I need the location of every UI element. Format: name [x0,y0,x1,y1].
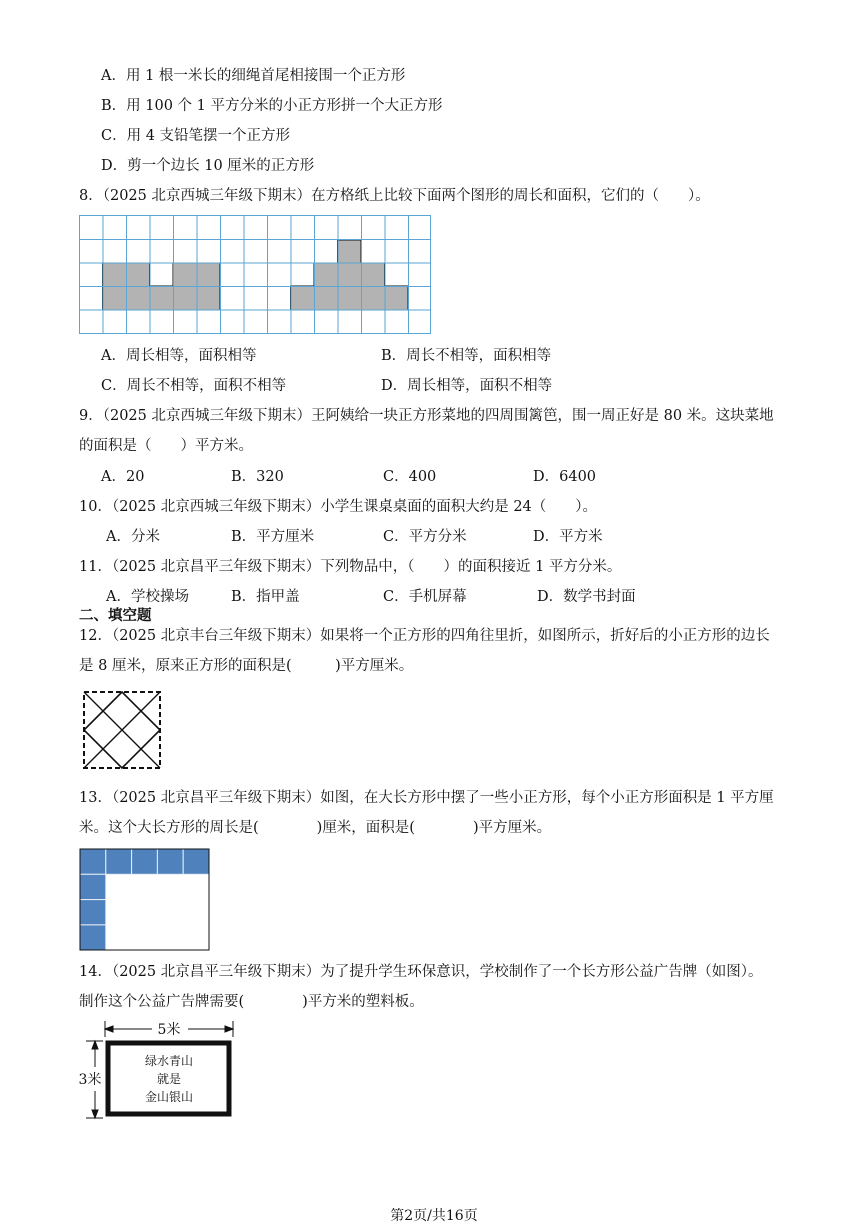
q13-rectangle-figure [79,848,211,952]
q8-stem: 8．（2025 北京西城三年级下期末）在方格纸上比较下面两个图形的周长和面积，它们的（ ）。 [79,188,710,204]
q11-option-a: A．学校操场 [106,589,189,605]
q11-option-c: C．手机屏幕 [383,589,467,605]
q11-option-d: D．数学书封面 [537,589,636,605]
q9-option-c: C．400 [383,469,437,485]
q10-option-a: A．分米 [106,529,160,545]
q12-stem-line1: 12．（2025 北京丰台三年级下期末）如果将一个正方形的四角往里折，如图所示，折好后的小正方形的边长 [79,628,770,644]
q13-stem-line2: 米。这个大长方形的周长是( )厘米，面积是( )平方厘米。 [79,820,552,836]
q13-stem-line1: 13．（2025 北京昌平三年级下期末）如图，在大长方形中摆了一些小正方形，每个小正方形面积是 1 平方厘 [79,790,774,806]
q14-sign-line2: 就是 [156,1072,182,1086]
q7-option-d: D．剪一个边长 10 厘米的正方形 [101,158,315,174]
page-footer: 第2页/共16页 [390,1208,478,1224]
q7-option-b: B．用 100 个 1 平方分米的小正方形拼一个大正方形 [101,98,443,114]
q14-width-label: 5米 [157,1022,181,1038]
q14-billboard-figure [76,1017,238,1121]
q8-option-d: D．周长相等，面积不相等 [381,378,553,394]
q12-folded-square-figure [82,690,164,772]
q10-stem: 10．（2025 北京西城三年级下期末）小学生课桌桌面的面积大约是 24（ ）。 [79,499,598,515]
q8-grid-figure [79,215,431,335]
section-heading-fill-in: 二、填空题 [79,608,152,624]
q7-option-a: A．用 1 根一米长的细绳首尾相接围一个正方形 [101,68,406,84]
q14-sign-line1: 绿水青山 [144,1054,194,1068]
q8-option-b: B．周长不相等，面积相等 [381,348,552,364]
q10-option-c: C．平方分米 [383,529,467,545]
q10-option-d: D．平方米 [533,529,603,545]
q14-sign-line3: 金山银山 [144,1090,194,1104]
q8-right-shape [291,240,409,310]
q14-stem-line2: 制作这个公益广告牌需要( )平方米的塑料板。 [79,994,424,1010]
q10-option-b: B．平方厘米 [231,529,315,545]
q12-stem-line2: 是 8 厘米，原来正方形的面积是( )平方厘米。 [79,658,414,674]
q14-height-label: 3米 [78,1072,102,1088]
q9-option-d: D．6400 [533,469,597,485]
q11-stem: 11．（2025 北京昌平三年级下期末）下列物品中，（ ）的面积接近 1 平方分米。 [79,559,622,575]
q9-stem-line2: 的面积是（ ）平方米。 [79,438,253,454]
q14-stem-line1: 14．（2025 北京昌平三年级下期末）为了提升学生环保意识，学校制作了一个长方形公益广告牌（如图）。 [79,964,763,980]
q8-option-c: C．周长不相等，面积不相等 [101,378,287,394]
q8-option-a: A．周长相等，面积相等 [101,348,257,364]
q9-stem-line1: 9．（2025 北京西城三年级下期末）王阿姨给一块正方形菜地的四周围篱笆，围一周正好是 80 米。这块菜地 [79,408,774,424]
q9-option-b: B．320 [231,469,284,485]
q7-option-c: C．用 4 支铅笔摆一个正方形 [101,128,291,144]
q11-option-b: B．指甲盖 [231,589,300,605]
q9-option-a: A．20 [101,469,145,485]
